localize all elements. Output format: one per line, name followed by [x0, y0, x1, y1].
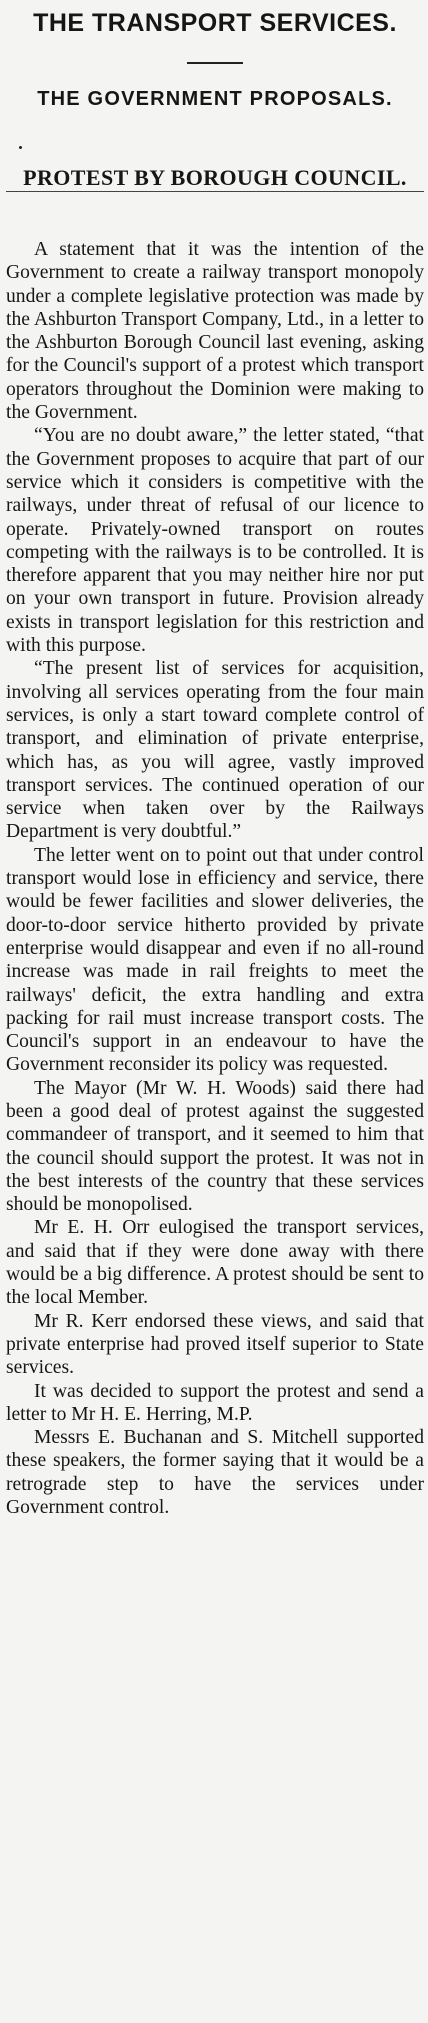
paragraph: Messrs E. Buchanan and S. Mitchell supported these speakers, the former saying that it would be a retrograde step to have the services under Government control. [6, 1427, 424, 1519]
paragraph: “The present list of services for acquisition, involving all services operating from the four main services, is only a start toward complete control of transport, and elimination of private enterprise, which has, as you will agree, vastly improved transport services. The continued operation of our service when taken over by the Railways Department is very doubtful.” [6, 658, 424, 843]
paragraph: A statement that it was the intention of the Government to create a railway transport monopoly under a complete legislative protection was made by the Ashburton Transport Company, Ltd., in a letter to the Ashburton Borough Council last evening, asking for the Council's support of a protest which transport operators throughout the Dominion were making to the Government. [6, 239, 424, 424]
article-body [6, 238, 424, 1519]
paragraph: The letter went on to point out that under control transport would lose in efficiency and service, there would be fewer facilities and slower deliveries, the door-to-door service hitherto provided by private enterprise would disappear and even if no all-round increase was made in rail freights to meet the railways' deficit, the extra handling and extra packing for rail must increase transport costs. The Council's support in an endeavour to have the Government reconsider its policy was requested. [6, 844, 424, 1076]
divider-rule [187, 62, 243, 64]
print-speck [19, 146, 22, 149]
paragraph: The Mayor (Mr W. H. Woods) said there had been a good deal of protest against the suggested commandeer of transport, and it seemed to him that the council should support the protest. It was not in the best interests of the country that these services should be monopolised. [6, 1077, 424, 1216]
paragraph: Mr E. H. Orr eulogised the transport services, and said that if they were done away with there would be a big difference. A protest should be sent to the local Member. [6, 1217, 424, 1309]
subheadline: THE GOVERNMENT PROPOSALS. [37, 88, 393, 110]
headline: THE TRANSPORT SERVICES. [33, 9, 397, 37]
paragraph: It was decided to support the protest and send a letter to Mr H. E. Herring, M.P. [6, 1380, 424, 1425]
section-heading: PROTEST BY BOROUGH COUNCIL. [6, 165, 424, 192]
paragraph: “You are no doubt aware,” the letter stated, “that the Government proposes to acquire that part of our service which it considers is competitive with the railways, under threat of refusal of our licence to operate. Privately-owned transport on routes competing with the railways is to be controlled. It is therefore apparent that you may neither hire nor put on your own transport in future. Provision already exists in transport legislation for this restriction and with this purpose. [6, 425, 424, 657]
paragraph: Mr R. Kerr endorsed these views, and said that private enterprise had proved itself superior to State services. [6, 1310, 424, 1379]
